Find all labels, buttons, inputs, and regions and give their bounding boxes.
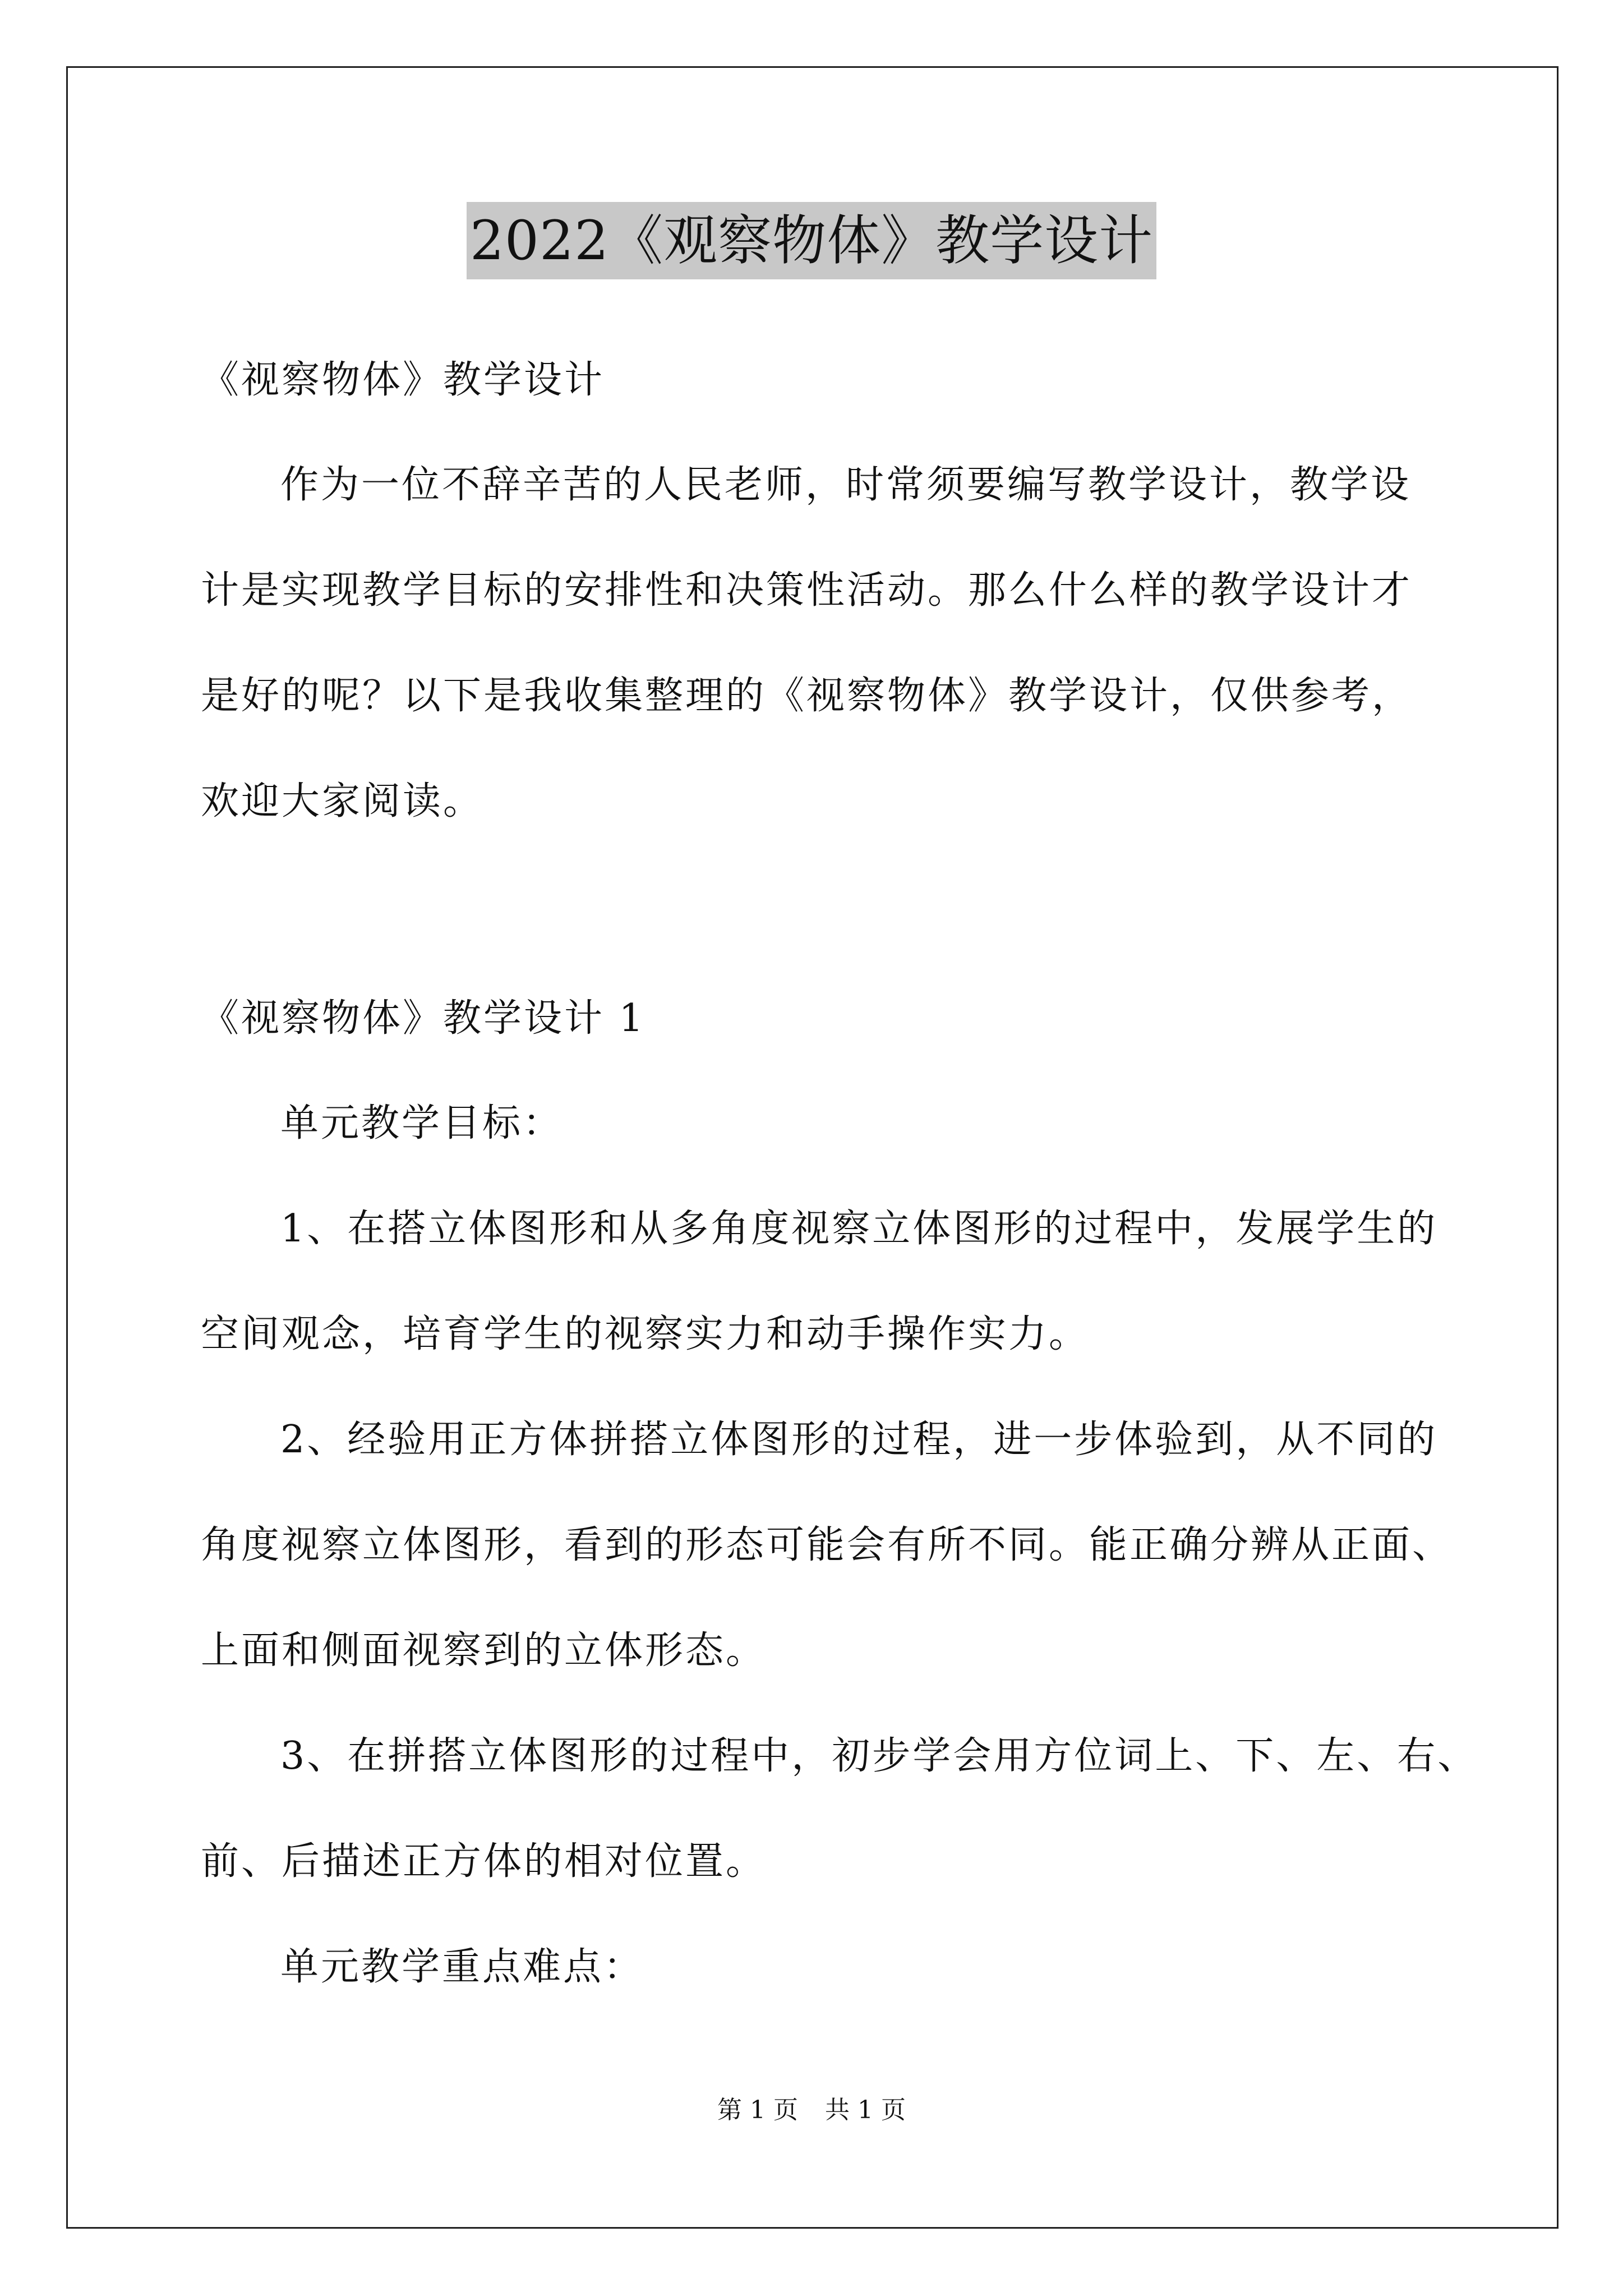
page-total: 共 1 页 <box>825 2096 906 2124</box>
intro-line: 作为一位不辞辛苦的人民老师，时常须要编写教学设计，教学设 <box>280 463 1412 507</box>
goal-line: 上面和侧面视察到的立体形态。 <box>201 1628 767 1673</box>
page-footer <box>0 2093 1623 2127</box>
unit-goals-heading: 单元教学目标： <box>280 1101 564 1145</box>
goal-line: 1、在搭立体图形和从多角度视察立体图形的过程中，发展学生的 <box>280 1207 1438 1251</box>
goal-line: 3、在拼搭立体图形的过程中，初步学会用方位词上、下、左、右、 <box>280 1734 1478 1778</box>
intro-line: 是好的呢？以下是我收集整理的《视察物体》教学设计，仅供参考， <box>201 674 1413 718</box>
goal-line: 前、后描述正方体的相对位置。 <box>201 1839 767 1884</box>
key-points-heading: 单元教学重点难点： <box>280 1945 644 1989</box>
intro-line: 计是实现教学目标的安排性和决策性活动。那么什么样的教学设计才 <box>201 568 1413 613</box>
goal-line: 2、经验用正方体拼搭立体图形的过程，进一步体验到，从不同的 <box>280 1418 1438 1462</box>
goal-line: 角度视察立体图形，看到的形态可能会有所不同。能正确分辨从正面、 <box>201 1523 1453 1567</box>
section-heading: 《视察物体》教学设计 1 <box>201 996 645 1041</box>
page-number: 第 1 页 <box>717 2096 798 2124</box>
document-title: 2022《观察物体》教学设计 <box>467 202 1156 279</box>
goal-line: 空间观念，培育学生的视察实力和动手操作实力。 <box>201 1312 1090 1356</box>
document-subtitle: 《视察物体》教学设计 <box>201 358 605 402</box>
title-block <box>0 202 1623 279</box>
intro-line: 欢迎大家阅读。 <box>201 779 484 823</box>
